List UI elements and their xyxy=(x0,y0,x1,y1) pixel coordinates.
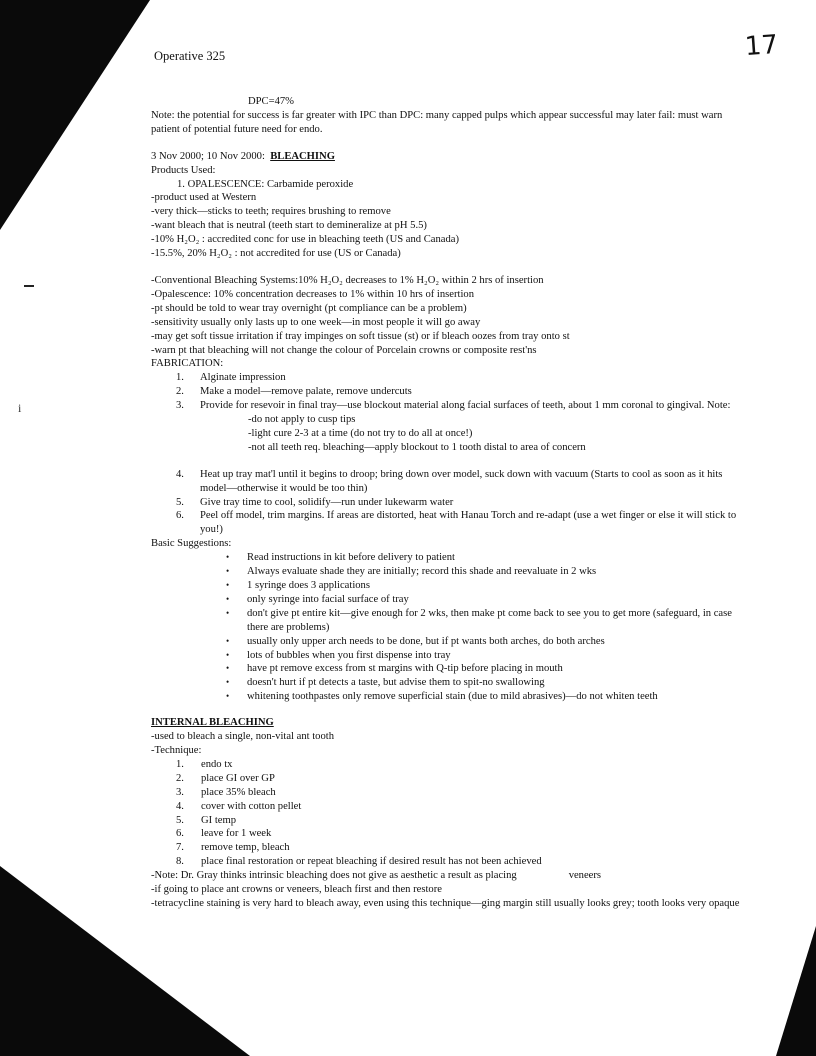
internal-intro-line: -used to bleach a single, non-vital ant tooth xyxy=(151,731,334,743)
suggestion-item: • have pt remove excess from st margins with Q-tip before placing in mouth xyxy=(151,662,741,676)
suggestion-item: • 1 syringe does 3 applications xyxy=(151,579,741,593)
fabrication-step: 3. Provide for resevoir in final tray—use blockout material along facial surfaces of teeth, about 1 mm coronal to gingival. Note: xyxy=(176,400,731,412)
internal-technique-steps xyxy=(151,758,741,869)
suggestion-item: • doesn't hurt if pt detects a taste, but advise them to spit-no swallowing xyxy=(151,676,741,690)
suggestions-label: Basic Suggestions: xyxy=(151,538,232,550)
closing-line: -if going to place ant crowns or veneers, bleach first and then restore xyxy=(151,884,442,896)
technique-step: 7. remove temp, bleach xyxy=(176,842,290,854)
system-line: -warn pt that bleaching will not change the colour of Porcelain crowns or composite rest'ns xyxy=(151,344,537,356)
fabrication-step: 5. Give tray time to cool, solidify—run under lukewarm water xyxy=(176,496,454,508)
bleaching-dates: 3 Nov 2000; 10 Nov 2000: xyxy=(151,150,265,162)
fabrication-step: 6. Peel off model, trim margins. If areas are distorted, heat with Hanau Torch and re-adapt (use a wet finger or else it will stick to you!) xyxy=(176,510,737,536)
product-opalescence: 1. OPALESCENCE: Carbamide peroxide xyxy=(177,178,354,190)
pulp-capping-note: Note: the potential for success is far greater with IPC than DPC: many capped pulps which appear successful may later fail: must warn patient of potential future need for endo. xyxy=(151,109,723,135)
fabrication-steps-b xyxy=(151,468,741,538)
blockout-note: -light cure 2-3 at a time (do not try to do all at once!) xyxy=(248,427,473,439)
fabrication-steps-a xyxy=(151,371,741,413)
product-line: -product used at Western xyxy=(151,192,257,204)
technique-step: 3. place 35% bleach xyxy=(176,786,276,798)
suggestion-item: • don't give pt entire kit—give enough for 2 wks, then make pt come back to see you to get more (safeguard, in case there are problems) xyxy=(151,607,741,635)
suggestion-item: • whitening toothpastes only remove superficial stain (due to mild abrasives)—do not whiten teeth xyxy=(151,690,741,704)
product-line: -15.5%, 20% H₂O₂ : not accredited for use (US or Canada) xyxy=(151,248,401,260)
suggestions-list xyxy=(151,551,741,704)
technique-step: 2. place GI over GP xyxy=(176,772,275,784)
dpc-rate: DPC=47% xyxy=(248,96,295,107)
product-line: -very thick—sticks to teeth; requires brushing to remove xyxy=(151,206,391,218)
blockout-note: -not all teeth req. bleaching—apply blockout to 1 tooth distal to area of concern xyxy=(248,441,586,453)
product-line: -10% H₂O₂ : accredited conc for use in bleaching teeth (US and Canada) xyxy=(151,234,460,246)
gray-note: -Note: Dr. Gray thinks intrinsic bleaching does not give as aesthetic a result as placing veneers xyxy=(151,870,602,882)
product-details xyxy=(151,191,741,261)
technique-step: 6. leave for 1 week xyxy=(176,828,272,840)
suggestion-item: • Always evaluate shade they are initially; record this shade and reevaluate in 2 wks xyxy=(151,565,741,579)
fabrication-step: 4. Heat up tray mat'l until it begins to droop; bring down over model, suck down with vacuum (Starts to cool as soon as it hits model—otherwise it would be too thin) xyxy=(176,468,723,494)
margin-tick-mark xyxy=(24,285,34,287)
technique-step: 1. endo tx xyxy=(176,758,233,770)
veneers-word: veneers xyxy=(568,870,602,882)
document-body xyxy=(151,95,741,911)
system-line: -pt should be told to wear tray overnight (pt compliance can be a problem) xyxy=(151,302,467,314)
blockout-notes xyxy=(151,413,741,455)
internal-bleaching-title: INTERNAL BLEACHING xyxy=(151,717,274,729)
technique-step: 4. cover with cotton pellet xyxy=(176,800,302,812)
bleaching-title: BLEACHING xyxy=(270,150,335,162)
bleaching-heading xyxy=(151,150,741,164)
fabrication-label: FABRICATION: xyxy=(151,358,224,370)
suggestion-item: • only syringe into facial surface of tray xyxy=(151,593,741,607)
fabrication-step: 2. Make a model—remove palate, remove undercuts xyxy=(176,386,412,398)
suggestion-item: • lots of bubbles when you first dispense into tray xyxy=(151,649,741,663)
bleaching-system-details xyxy=(151,274,741,357)
products-label: Products Used: xyxy=(151,164,216,176)
page-header-title: Operative 325 xyxy=(154,49,226,63)
suggestion-item: • Read instructions in kit before delivery to patient xyxy=(151,551,741,565)
technique-step: 5. GI temp xyxy=(176,814,237,826)
scan-shadow-bottom-right xyxy=(776,926,816,1056)
closing-line: -tetracycline staining is very hard to bleach away, even using this technique—ging margin still usually looks grey; tooth looks very opaque xyxy=(151,897,740,909)
suggestion-item: • usually only upper arch needs to be done, but if pt wants both arches, do both arches xyxy=(151,635,741,649)
scan-shadow-top-left xyxy=(0,0,150,230)
system-line: -sensitivity usually only lasts up to one week—in most people it will go away xyxy=(151,316,481,328)
handwritten-page-number: 17 xyxy=(743,29,780,63)
system-line: -Opalescence: 10% concentration decreases to 1% within 10 hrs of insertion xyxy=(151,288,475,300)
system-line: -Conventional Bleaching Systems:10% H₂O₂ decreases to 1% H₂O₂ within 2 hrs of insertion xyxy=(151,274,544,286)
blockout-note: -do not apply to cusp tips xyxy=(248,414,356,426)
fabrication-step: 1. Alginate impression xyxy=(176,372,286,384)
system-line: -may get soft tissue irritation if tray impinges on soft tissue (st) or if bleach oozes from tray onto st xyxy=(151,330,570,342)
product-line: -want bleach that is neutral (teeth start to demineralize at pH 5.5) xyxy=(151,220,427,232)
internal-intro-line: -Technique: xyxy=(151,744,202,756)
technique-step: 8. place final restoration or repeat bleaching if desired result has not been achieved xyxy=(176,856,542,868)
margin-mark: i xyxy=(18,401,22,415)
